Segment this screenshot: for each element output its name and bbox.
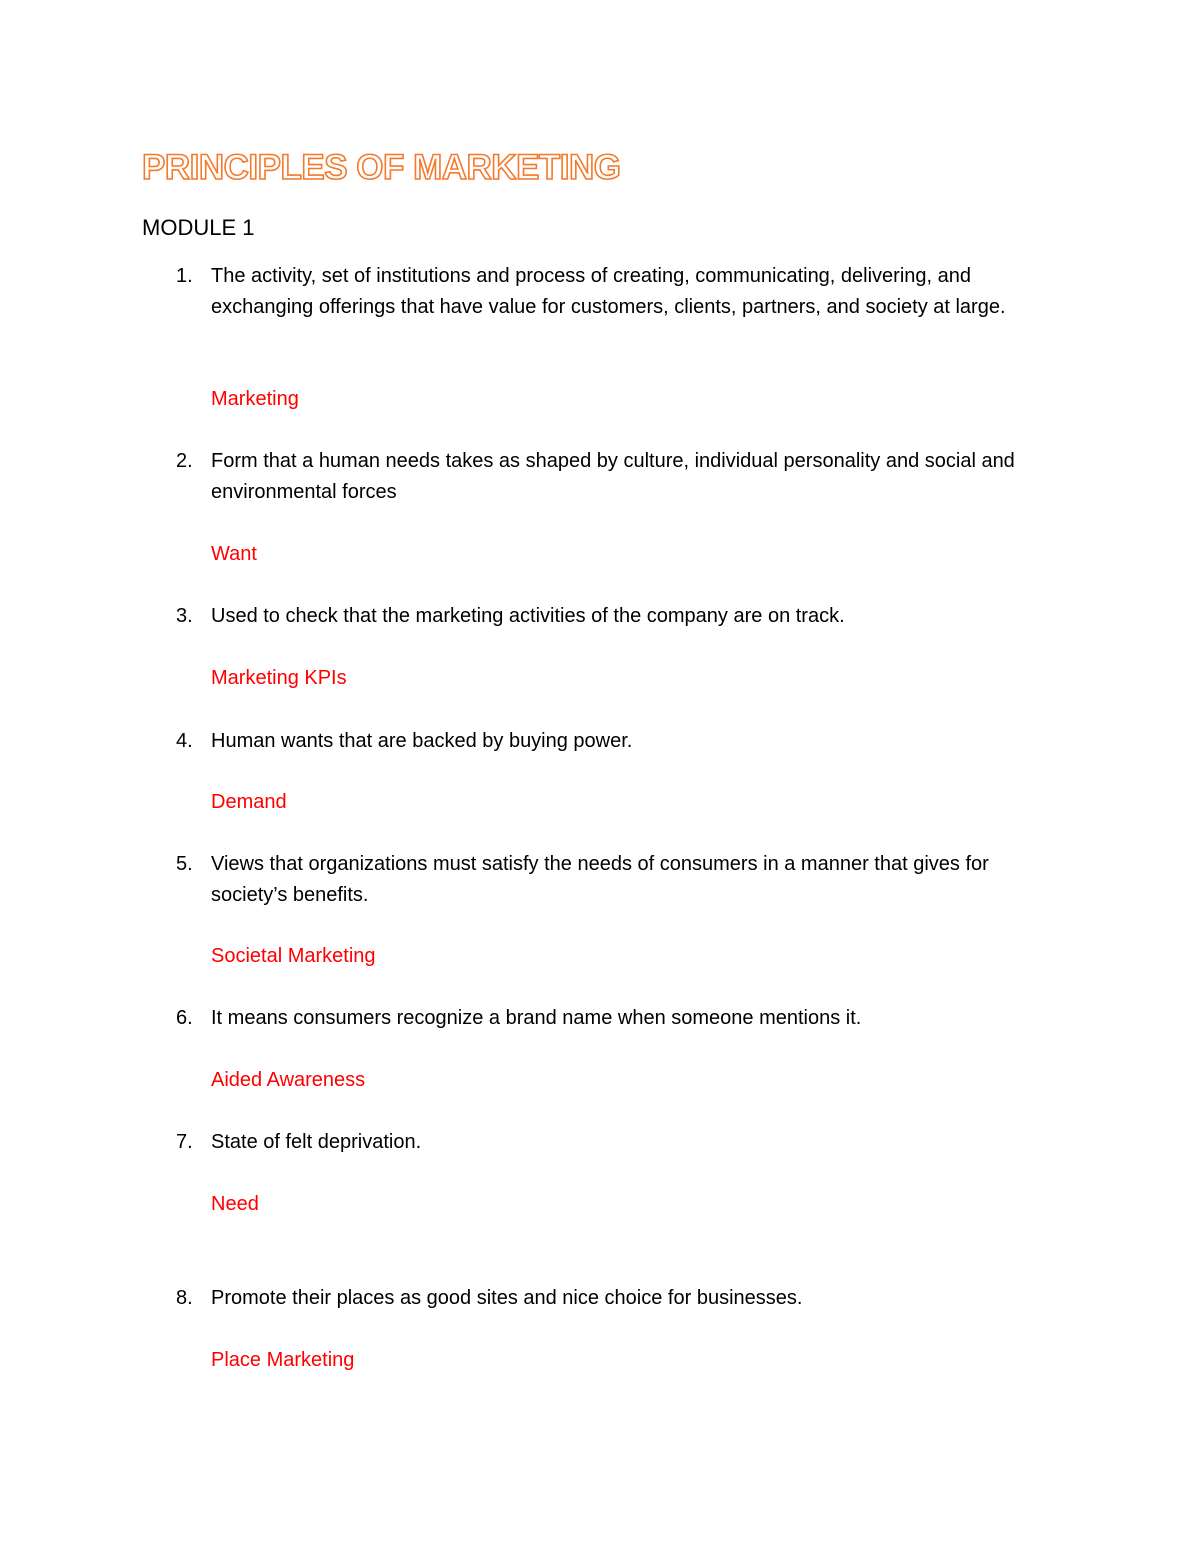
question-number: 4. (176, 730, 193, 752)
answer-text: Societal Marketing (211, 945, 376, 967)
question-number: 6. (176, 1007, 193, 1029)
question-text: Form that a human needs takes as shaped by culture, individual personality and social and environmental forces (211, 450, 1015, 503)
question-text: Human wants that are backed by buying power. (211, 730, 633, 752)
answer-text: Want (211, 543, 257, 565)
question-text: State of felt deprivation. (211, 1131, 422, 1153)
module-label: MODULE 1 (142, 215, 255, 240)
question-text: Promote their places as good sites and nice choice for businesses. (211, 1287, 803, 1309)
answer-text: Place Marketing (211, 1349, 355, 1371)
document-title: PRINCIPLES OF MARKETING (142, 148, 621, 187)
question-text: It means consumers recognize a brand name when someone mentions it. (211, 1007, 862, 1029)
answer-text: Marketing (211, 388, 299, 410)
answer-text: Marketing KPIs (211, 667, 347, 689)
answer-text: Need (211, 1193, 259, 1215)
question-number: 8. (176, 1287, 193, 1309)
question-number: 3. (176, 605, 193, 627)
question-text: Used to check that the marketing activities of the company are on track. (211, 605, 845, 627)
question-text: Views that organizations must satisfy the needs of consumers in a manner that gives for society’s benefits. (211, 853, 989, 906)
question-text: The activity, set of institutions and process of creating, communicating, delivering, and exchanging offerings that have value for customers, clients, partners, and society at large. (211, 265, 1006, 318)
answer-text: Demand (211, 791, 287, 813)
question-number: 1. (176, 265, 193, 287)
question-number: 7. (176, 1131, 193, 1153)
question-number: 2. (176, 450, 193, 472)
answer-text: Aided Awareness (211, 1069, 366, 1091)
question-number: 5. (176, 853, 193, 875)
